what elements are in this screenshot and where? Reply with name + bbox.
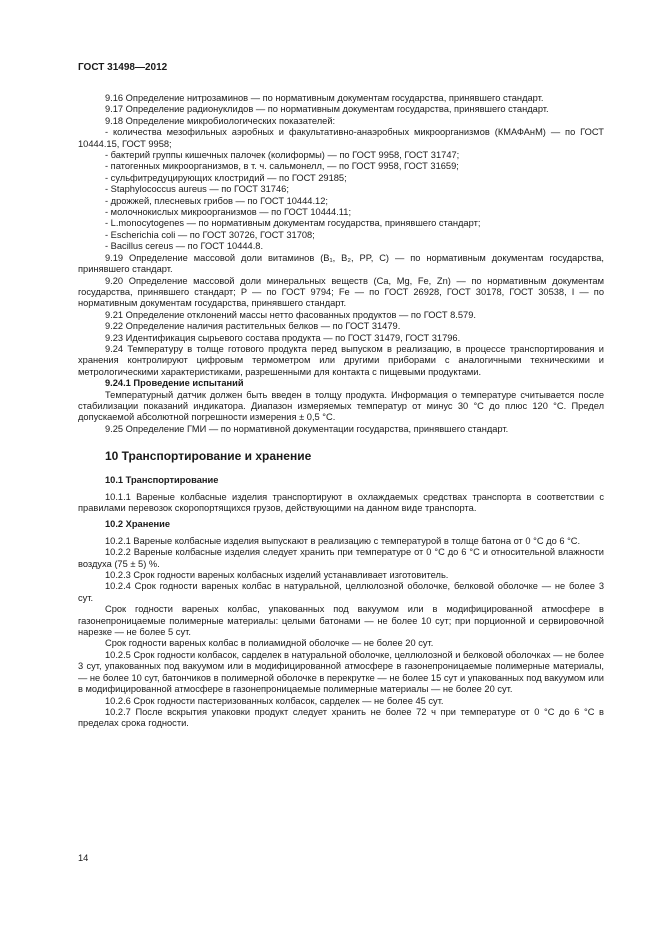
document-page — [78, 62, 604, 730]
paragraph-10-2-2: 10.2.2 Вареные колбасные изделия следует хранить при температуре от 0 °С до 6 °С и относительной влажности воздуха (75 ± 5) %. — [78, 547, 604, 569]
paragraph-9-23: 9.23 Идентификация сырьевого состава продукта — по ГОСТ 31479, ГОСТ 31796. — [105, 332, 461, 343]
list-item: - молочнокислых микроорганизмов — по ГОСТ 10444.11; — [105, 207, 352, 218]
list-item: - сульфитредуцирующих клостридий — по ГОСТ 29185; — [105, 172, 347, 183]
paragraph-10-2-1: 10.2.1 Вареные колбасные изделия выпускают в реализацию с температурой в толще батона от 0 °С до 6 °С. — [105, 535, 581, 546]
paragraph-10-2-7: 10.2.7 После вскрытия упаковки продукт следует хранить не более 72 ч при температуре от 0 °С до 6 °С в пределах срока годности. — [78, 706, 604, 729]
heading-10-2: 10.2 Хранение — [105, 519, 171, 530]
list-item: - L.monocytogenes — по нормативным документам государства, принявшего стандарт; — [105, 218, 481, 229]
paragraph-10-2-4: 10.2.4 Срок годности вареных колбас в натуральной, целлюлозной оболочке, белковой оболочке — не более 3 сут. — [78, 581, 604, 603]
paragraph-10-2-6: 10.2.6 Срок годности пастеризованных колбасок, сарделек — не более 45 сут. — [105, 695, 444, 706]
paragraph-9-22: 9.22 Определение наличия растительных белков — по ГОСТ 31479. — [105, 321, 401, 332]
paragraph-10-2-5: 10.2.5 Срок годности колбасок, сарделек в натуральной оболочке, целлюлозной и белковой оболочках — не более 3 сут, упакованных под вакуумом или в модифицированной атмосфере в газонепроницаемые полимерные материалы, — не более 10 сут, батончиков в полимерной оболочке в перекрутке — не более 15 сут и упакованных под вакуумом или в модифицированной атмосфере в газонепроницаемые полимерные материалы — не более 20 сут. — [78, 649, 604, 695]
list-item: - патогенных микроорганизмов, в т. ч. сальмонелл, — по ГОСТ 9958, ГОСТ 31659; — [105, 161, 459, 172]
list-item: - бактерий группы кишечных палочек (колиформы) — по ГОСТ 9958, ГОСТ 31747; — [105, 150, 460, 161]
paragraph-10-2-3: 10.2.3 Срок годности вареных колбасных изделий устанавливает изготовитель. — [105, 570, 449, 581]
heading-10-1: 10.1 Транспортирование — [105, 475, 219, 486]
list-item: - дрожжей, плесневых грибов — по ГОСТ 10444.12; — [105, 195, 328, 206]
standard-header: ГОСТ 31498—2012 — [78, 62, 168, 73]
paragraph-10-1-1: 10.1.1 Вареные колбасные изделия транспортируют в охлаждаемых средствах транспорта в соответствии с правилами перевозок скоропортящихся грузов, действующими на данном виде транспорта. — [78, 491, 604, 513]
paragraph-9-25: 9.25 Определение ГМИ — по нормативной документации государства, принявшего стандарт. — [105, 423, 509, 434]
paragraph-9-17: 9.17 Определение радионуклидов — по нормативным документам государства, принявшего стандарт. — [105, 104, 549, 115]
page-number: 14 — [78, 853, 89, 863]
list-item: - Staphylococcus aureus — по ГОСТ 31746; — [105, 184, 289, 195]
heading-9-24-1: 9.24.1 Проведение испытаний — [105, 378, 244, 389]
section-10-title: 10 Транспортирование и хранение — [105, 449, 312, 464]
list-item: - Bacillus cereus — по ГОСТ 10444.8. — [105, 241, 264, 252]
paragraph-9-24-1: Температурный датчик должен быть введен в толщу продукта. Информация о температуре считывается после стабилизации показаний индикатора. Диапазон измеряемых температур от минус 30 °С до плюс 120 °С. Предел допускаемой абсолютной погрешности измерения ± 0,5 °С. — [78, 389, 604, 423]
paragraph-9-20: 9.20 Определение массовой доли минеральных веществ (Ca, Mg, Fe, Zn) — по нормативным документам государства, принявшего стандарт; P — по ГОСТ 9794; Fe — по ГОСТ 26928, ГОСТ 30178, ГОСТ 30538, I — по нормативным документам государства, принявшего стандарт. — [78, 275, 604, 309]
paragraph-10-2-4-vacuum: Срок годности вареных колбас, упакованных под вакуумом или в модифицированной атмосфере в газонепроницаемые полимерные материалы: целыми батонами — не более 10 сут; при порционной и сервировочной нарезке — не более 5 сут. — [78, 604, 604, 638]
paragraph-9-18: 9.18 Определение микробиологических показателей: — [105, 115, 336, 126]
list-item: - количества мезофильных аэробных и факультативно-анаэробных микроорганизмов (КМАФАнМ) — по ГОСТ 10444.15, ГОСТ 9958; — [78, 127, 604, 149]
paragraph-10-2-4-polyamide: Срок годности вареных колбас в полиамидной оболочке — не более 20 сут. — [105, 638, 434, 649]
paragraph-9-24: 9.24 Температуру в толще готового продукта перед выпуском в реализацию, в процессе транспортирования и хранения контролируют цифровым термометром или другими приборами с аналогичными техническими и метрологическими характеристиками, разрешенными для контакта с пищевыми продуктами. — [78, 343, 604, 377]
paragraph-9-19: 9.19 Определение массовой доли витаминов (B₁, B₂, PP, C) — по нормативным документам государства, принявшего стандарт. — [78, 252, 604, 275]
list-item: - Escherichia coli — по ГОСТ 30726, ГОСТ 31708; — [105, 229, 315, 240]
paragraph-9-21: 9.21 Определение отклонений массы нетто фасованных продуктов — по ГОСТ 8.579. — [105, 309, 476, 320]
paragraph-9-16: 9.16 Определение нитрозаминов — по нормативным документам государства, принявшего стандарт. — [105, 93, 544, 103]
